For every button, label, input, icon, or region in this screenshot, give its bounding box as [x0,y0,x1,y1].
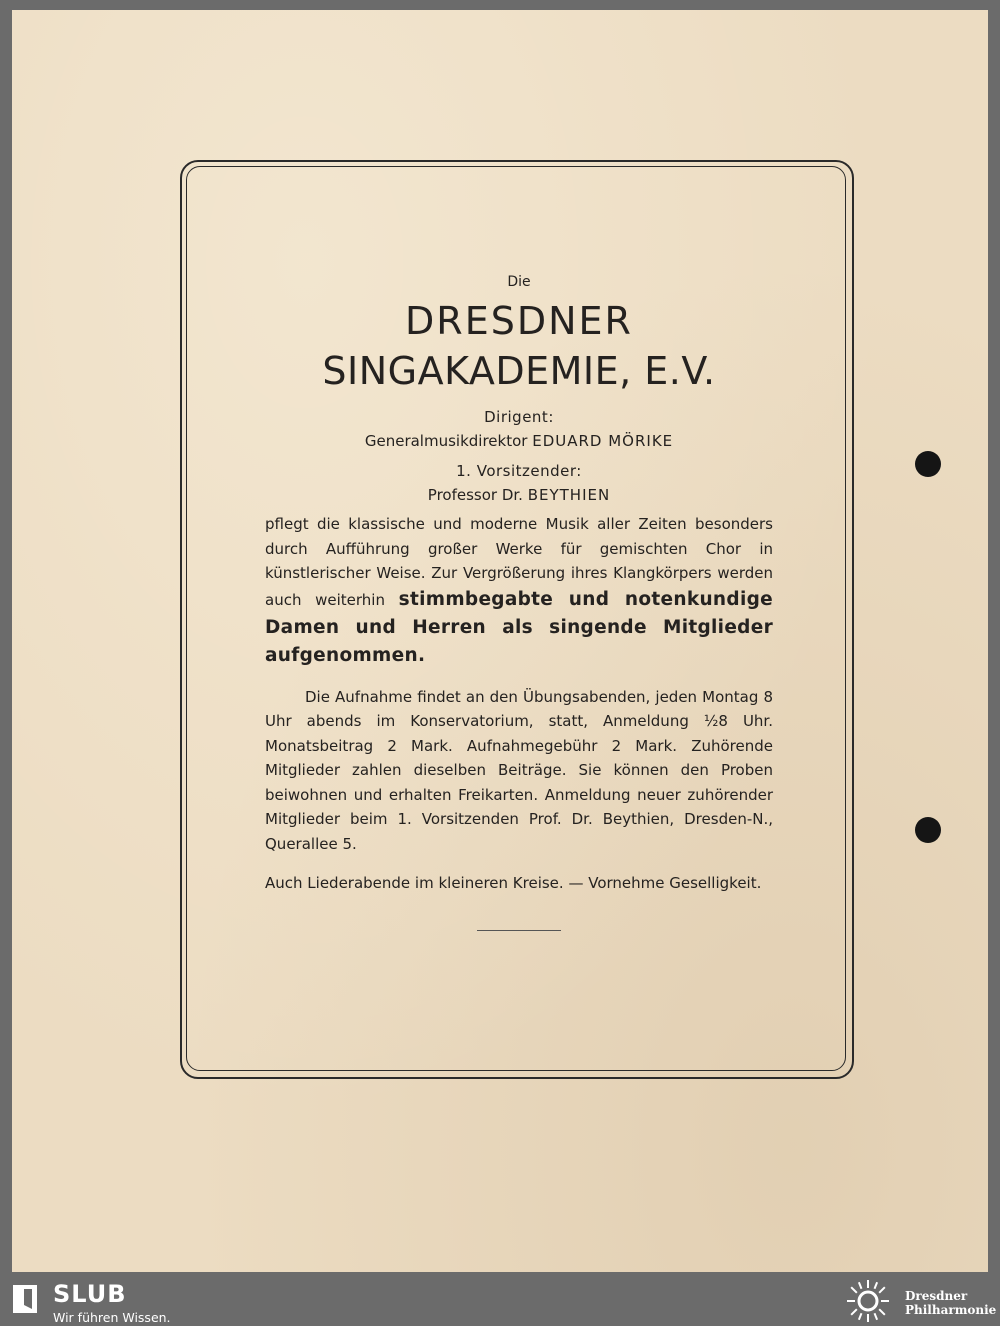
intro-word: Die [507,274,531,290]
closing-line: Auch Liederabende im kleineren Kreise. — Vornehme Geselligkeit. [265,874,762,892]
slub-logo-icon [13,1285,37,1313]
conductor-line [265,432,773,450]
admission-paragraph: Die Aufnahme findet an den Übungsabenden, jeden Montag 8 Uhr abends im Konservatorium, statt, Anmeldung ½8 Uhr. Monatsbeitrag 2 Mark. Aufnahmegebühr 2 Mark. Zuhörende Mitglieder zahlen dieselben Beiträge. Sie können den Proben beiwohnen und erhalten Freikarten. Anmeldung neuer zuhörender Mitglieder beim 1. Vorsitzenden Prof. Dr. Beythien, Dresden-N., Querallee 5. [265,687,773,853]
slub-tagline: Wir führen Wissen. [53,1310,171,1325]
chair-role: 1. Vorsitzender: [456,462,582,480]
conductor-name: EDUARD MÖRIKE [532,432,674,450]
philharmonie-line-1: Dresdner [905,1289,968,1303]
description-paragraph [265,512,773,670]
notice-content [265,270,773,931]
title-line-2: SINGAKADEMIE, E.V. [322,349,716,393]
chair-name: BEYTHIEN [527,486,611,504]
slub-name: SLUB [53,1280,127,1308]
title-line-1: DRESDNER [405,299,633,343]
footer-bar [0,1276,1000,1326]
description-text: pflegt die klassische und moderne Musik aller Zeiten besonders durch Aufführung großer Werke für gemischten Chor in künstlerischer Weise. Zur Vergrößerung ihres Klangkörpers werden auch weiterhin [265,515,773,609]
recruitment-emphasis: stimmbegabte und notenkundige Damen und Herren als singende Mitglieder aufgenommen. [265,588,773,666]
punch-hole [915,817,941,843]
philharmonie-line-2: Philharmonie [905,1303,997,1317]
chair-title: Professor Dr. [427,486,523,504]
conductor-title: Generalmusikdirektor [364,432,528,450]
chair-line [265,486,773,504]
conductor-role: Dirigent: [484,408,554,426]
divider-rule [477,930,561,931]
philharmonie-logo-icon [842,1279,894,1323]
punch-hole [915,451,941,477]
